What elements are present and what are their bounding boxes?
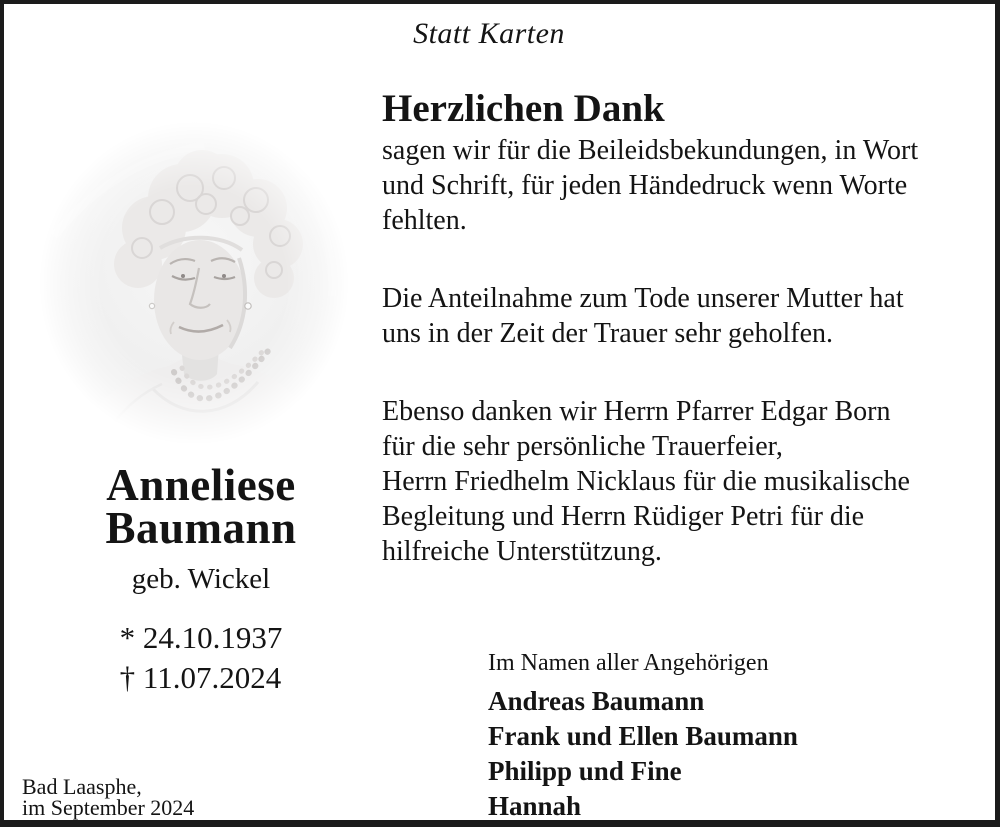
portrait-photo (34, 116, 354, 450)
thanks-paragraph-3: Ebenso danken wir Herrn Pfarrer Edgar Born für die sehr persönliche Trauerfeier, Herrn Friedhelm Nicklaus für die musikalische Begleitung und Herrn Rüdiger Petri für die hilfreiche Unterstützung. (382, 396, 910, 567)
life-dates (120, 618, 283, 698)
birth-date-line: * 24.10.1937 (119, 620, 283, 655)
death-date-line: † 11.07.2024 (119, 660, 282, 695)
thanks-text-block (382, 88, 992, 612)
thanks-heading: Herzlichen Dank (382, 87, 665, 130)
deceased-name (40, 460, 362, 553)
family-intro: Im Namen aller Angehörigen (488, 650, 769, 676)
pre-title: Statt Karten (413, 17, 565, 50)
thanks-paragraph-2: Die Anteilnahme zum Tode unserer Mutter hat uns in der Zeit der Trauer sehr geholfen. (382, 283, 904, 349)
deceased-last-name: Baumann (105, 503, 297, 553)
portrait-photo-illustration (34, 116, 354, 450)
maiden-name: geb. Wickel (131, 563, 271, 595)
deceased-first-name: Anneliese (106, 460, 296, 510)
family-names: Andreas Baumann Frank und Ellen Baumann Philipp und Fine Hannah (488, 686, 798, 821)
family-block (488, 648, 798, 824)
deceased-block (40, 460, 362, 698)
place-and-date: Bad Laasphe, im September 2024 (22, 774, 195, 820)
thanks-paragraph-1: sagen wir für die Beileidsbekundungen, in Wort und Schrift, für jeden Händedruck wenn Worte fehlten. (382, 135, 919, 236)
